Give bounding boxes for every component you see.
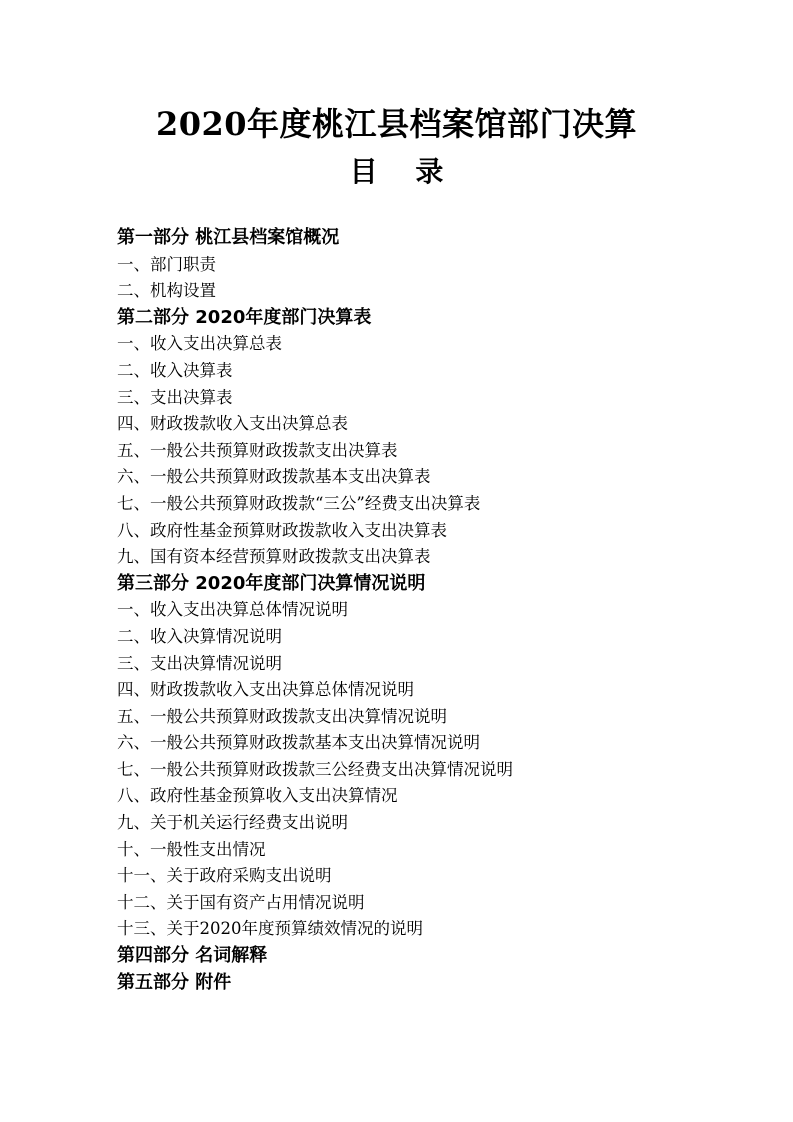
toc-entry: 二、机构设置 bbox=[117, 281, 216, 301]
toc-entry: 六、一般公共预算财政拨款基本支出决算情况说明 bbox=[117, 733, 480, 753]
toc-heading: 目 录 bbox=[349, 155, 458, 188]
toc-entry: 四、财政拨款收入支出决算总表 bbox=[117, 414, 348, 434]
toc-entry: 十、一般性支出情况 bbox=[117, 839, 266, 859]
toc-entry: 十二、关于国有资产占用情况说明 bbox=[117, 892, 365, 912]
document-title: 2020年度桃江县档案馆部门决算 bbox=[155, 105, 638, 143]
toc-entry: 八、政府性基金预算财政拨款收入支出决算表 bbox=[117, 520, 447, 540]
toc-part-heading: 第三部分 2020年度部门决算情况说明 bbox=[117, 572, 426, 594]
toc-entry: 七、一般公共预算财政拨款三公经费支出决算情况说明 bbox=[117, 759, 513, 779]
toc-entry: 八、政府性基金预算收入支出决算情况 bbox=[117, 786, 398, 806]
toc-entry: 九、国有资本经营预算财政拨款支出决算表 bbox=[117, 547, 431, 567]
toc-entry: 五、一般公共预算财政拨款支出决算表 bbox=[117, 440, 398, 460]
toc-entry: 四、财政拨款收入支出决算总体情况说明 bbox=[117, 680, 414, 700]
toc-entry: 七、一般公共预算财政拨款“三公”经费支出决算表 bbox=[117, 493, 481, 513]
toc-entry: 二、收入决算情况说明 bbox=[117, 626, 282, 646]
toc-entry: 三、支出决算表 bbox=[117, 387, 233, 407]
toc-part-heading: 第五部分 附件 bbox=[117, 971, 232, 993]
toc-part-heading: 第四部分 名词解释 bbox=[117, 945, 268, 967]
toc-entry: 一、部门职责 bbox=[117, 254, 216, 274]
toc-entry: 六、一般公共预算财政拨款基本支出决算表 bbox=[117, 467, 431, 487]
toc-entry: 十一、关于政府采购支出说明 bbox=[117, 866, 332, 886]
toc-entry: 十三、关于2020年度预算绩效情况的说明 bbox=[117, 919, 423, 939]
toc-entry: 九、关于机关运行经费支出说明 bbox=[117, 813, 348, 833]
toc-entry: 五、一般公共预算财政拨款支出决算情况说明 bbox=[117, 706, 447, 726]
table-of-contents bbox=[117, 225, 737, 996]
toc-entry: 一、收入支出决算总体情况说明 bbox=[117, 600, 348, 620]
toc-part-heading: 第二部分 2020年度部门决算表 bbox=[117, 306, 372, 328]
toc-entry: 一、收入支出决算总表 bbox=[117, 334, 282, 354]
toc-entry: 三、支出决算情况说明 bbox=[117, 653, 282, 673]
toc-part-heading: 第一部分 桃江县档案馆概况 bbox=[117, 227, 340, 248]
toc-entry: 二、收入决算表 bbox=[117, 360, 233, 380]
